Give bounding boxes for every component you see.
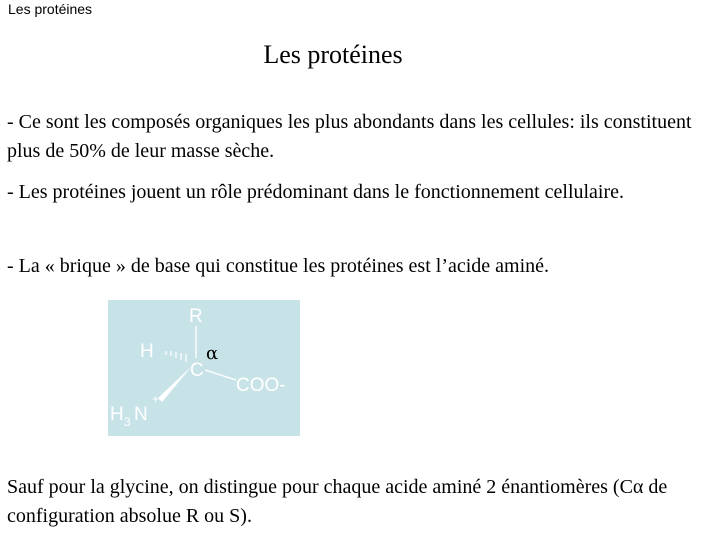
amine-h-label: H bbox=[110, 404, 124, 425]
amine-subscript-label: 3 bbox=[124, 415, 131, 429]
window-title: Les protéines bbox=[8, 1, 93, 17]
amine-n-label: N bbox=[134, 404, 148, 425]
amino-acid-structure-svg bbox=[108, 300, 300, 436]
atom-c-label: C bbox=[190, 360, 204, 381]
atom-h-label: H bbox=[140, 341, 154, 362]
alpha-label: α bbox=[206, 343, 219, 364]
bond-c-carboxylate bbox=[205, 370, 236, 380]
atom-r-label: R bbox=[189, 306, 203, 327]
paragraph-amino-acid: - La « brique » de base qui constitue les protéines est l’acide aminé. bbox=[7, 255, 550, 277]
hashed-bond-c-h bbox=[166, 351, 186, 362]
carboxylate-label: COO- bbox=[236, 375, 286, 396]
wedge-bond-c-n bbox=[158, 366, 192, 402]
paragraph-role: - Les protéines jouent un rôle prédominant dans le fonctionnement cellulaire. bbox=[7, 181, 625, 203]
paragraph-enantiomers: Sauf pour la glycine, on distingue pour chaque acide aminé 2 énantiomères (Cα de configuration absolue R ou S). bbox=[7, 476, 668, 527]
positive-charge-label: + bbox=[152, 392, 160, 406]
slide-title: Les protéines bbox=[263, 40, 403, 69]
paragraph-composition: - Ce sont les composés organiques les plus abondants dans les cellules: ils constituent plus de 50% de leur masse sèche. bbox=[7, 111, 692, 162]
amino-acid-structure-diagram bbox=[108, 300, 300, 436]
